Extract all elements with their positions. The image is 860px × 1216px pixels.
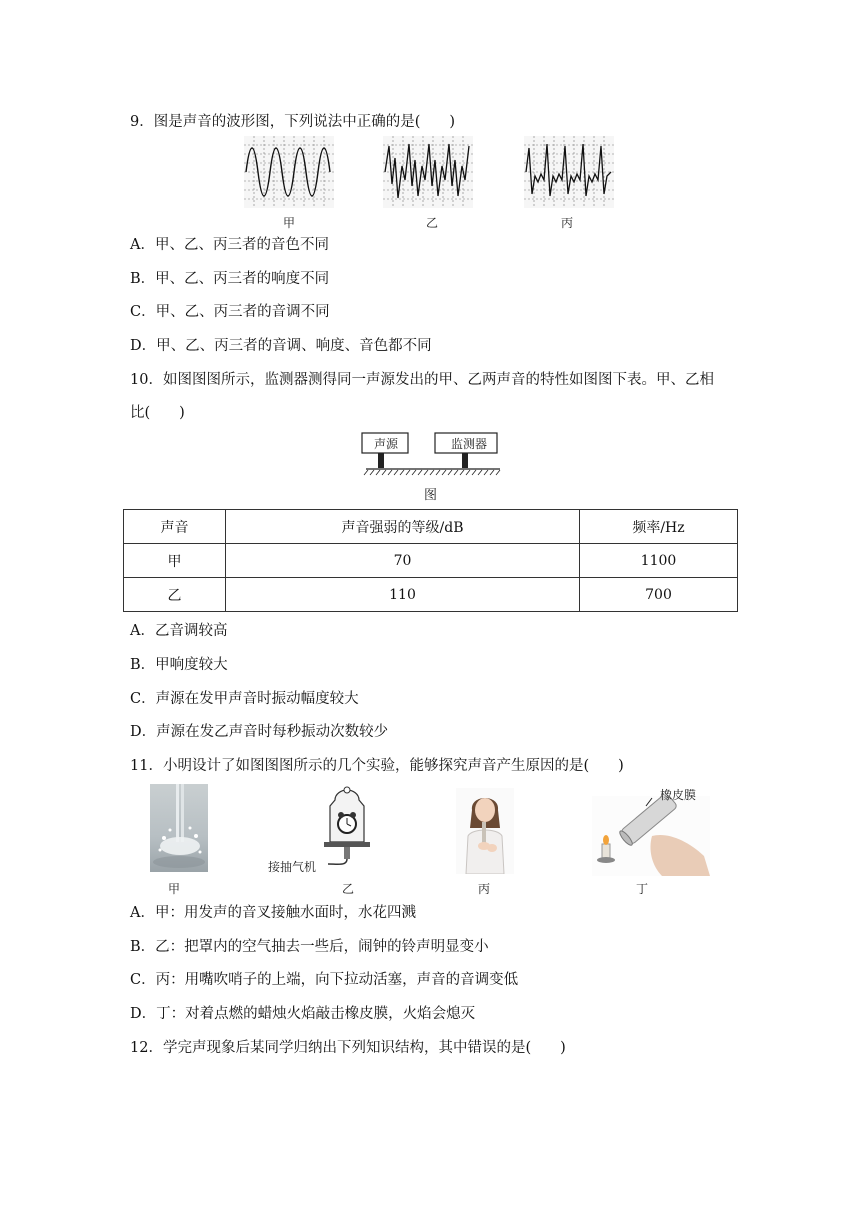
tuning-fork-water-photo <box>150 784 208 872</box>
fig-label-ding: 丁 <box>636 882 649 896</box>
table-header-row <box>124 510 738 544</box>
sound-source-label: 声源 <box>374 437 399 451</box>
fig-label-yi: 乙 <box>342 882 355 896</box>
table-header-cell: 声音 <box>124 510 226 544</box>
table-row <box>124 578 738 612</box>
waveform-bing <box>524 136 614 208</box>
diagram-caption: 图 <box>424 488 438 503</box>
wave-label-jia: 甲 <box>283 216 296 230</box>
table-cell: 110 <box>226 578 580 612</box>
candle-membrane-photo <box>592 796 710 876</box>
q11-option-b: B．乙：把罩内的空气抽去一些后，闹钟的铃声明显变小 <box>130 939 489 955</box>
table-cell: 1100 <box>580 544 738 578</box>
q9-option-b: B．甲、乙、丙三者的响度不同 <box>130 271 330 287</box>
q10-stem-line2: 比( ) <box>130 405 185 421</box>
wave-label-bing: 丙 <box>561 216 574 230</box>
q12-stem: 12．学完声现象后某同学归纳出下列知识结构，其中错误的是( ) <box>130 1040 566 1056</box>
q10-option-c: C．声源在发甲声音时振动幅度较大 <box>130 691 359 707</box>
waveform-jia <box>244 136 334 208</box>
table-header-cell: 频率/Hz <box>580 510 738 544</box>
q10-option-b: B．甲响度较大 <box>130 657 228 673</box>
membrane-label: 橡皮膜 <box>660 788 697 802</box>
fig-label-bing: 丙 <box>478 882 491 896</box>
pump-label: 接抽气机 <box>268 860 317 874</box>
q11-option-c: C．丙：用嘴吹哨子的上端，向下拉动活塞，声音的音调变低 <box>130 972 519 988</box>
table-header-cell: 声音强弱的等级/dB <box>226 510 580 544</box>
q9-option-a: A．甲、乙、丙三者的音色不同 <box>130 237 329 253</box>
q10-option-a: A．乙音调较高 <box>130 623 228 639</box>
q10-option-d: D．声源在发乙声音时每秒振动次数较少 <box>130 724 389 740</box>
table-row <box>124 544 738 578</box>
q9-option-c: C．甲、乙、丙三者的音调不同 <box>130 304 330 320</box>
q9-stem: 9．图是声音的波形图，下列说法中正确的是( ) <box>130 114 456 130</box>
waveform-yi <box>383 136 473 208</box>
wave-label-yi: 乙 <box>426 216 439 230</box>
q11-option-a: A．甲：用发声的音叉接触水面时，水花四溅 <box>130 905 416 921</box>
table-cell: 甲 <box>124 544 226 578</box>
table-cell: 乙 <box>124 578 226 612</box>
sound-property-table <box>123 509 738 612</box>
q11-stem: 11．小明设计了如图图图所示的几个实验，能够探究声音产生原因的是( ) <box>130 758 624 774</box>
q11-option-d: D．丁：对着点燃的蜡烛火焰敲击橡皮膜，火焰会熄灭 <box>130 1006 476 1022</box>
q9-option-d: D．甲、乙、丙三者的音调、响度、音色都不同 <box>130 338 432 354</box>
table-cell: 70 <box>226 544 580 578</box>
table-cell: 700 <box>580 578 738 612</box>
q10-stem-line1: 10．如图图图所示，监测器测得同一声源发出的甲、乙两声音的特性如图图下表。甲、乙相 <box>130 372 714 388</box>
fig-label-jia: 甲 <box>168 882 181 896</box>
girl-whistle-photo <box>456 788 514 874</box>
monitor-label: 监测器 <box>451 437 488 451</box>
